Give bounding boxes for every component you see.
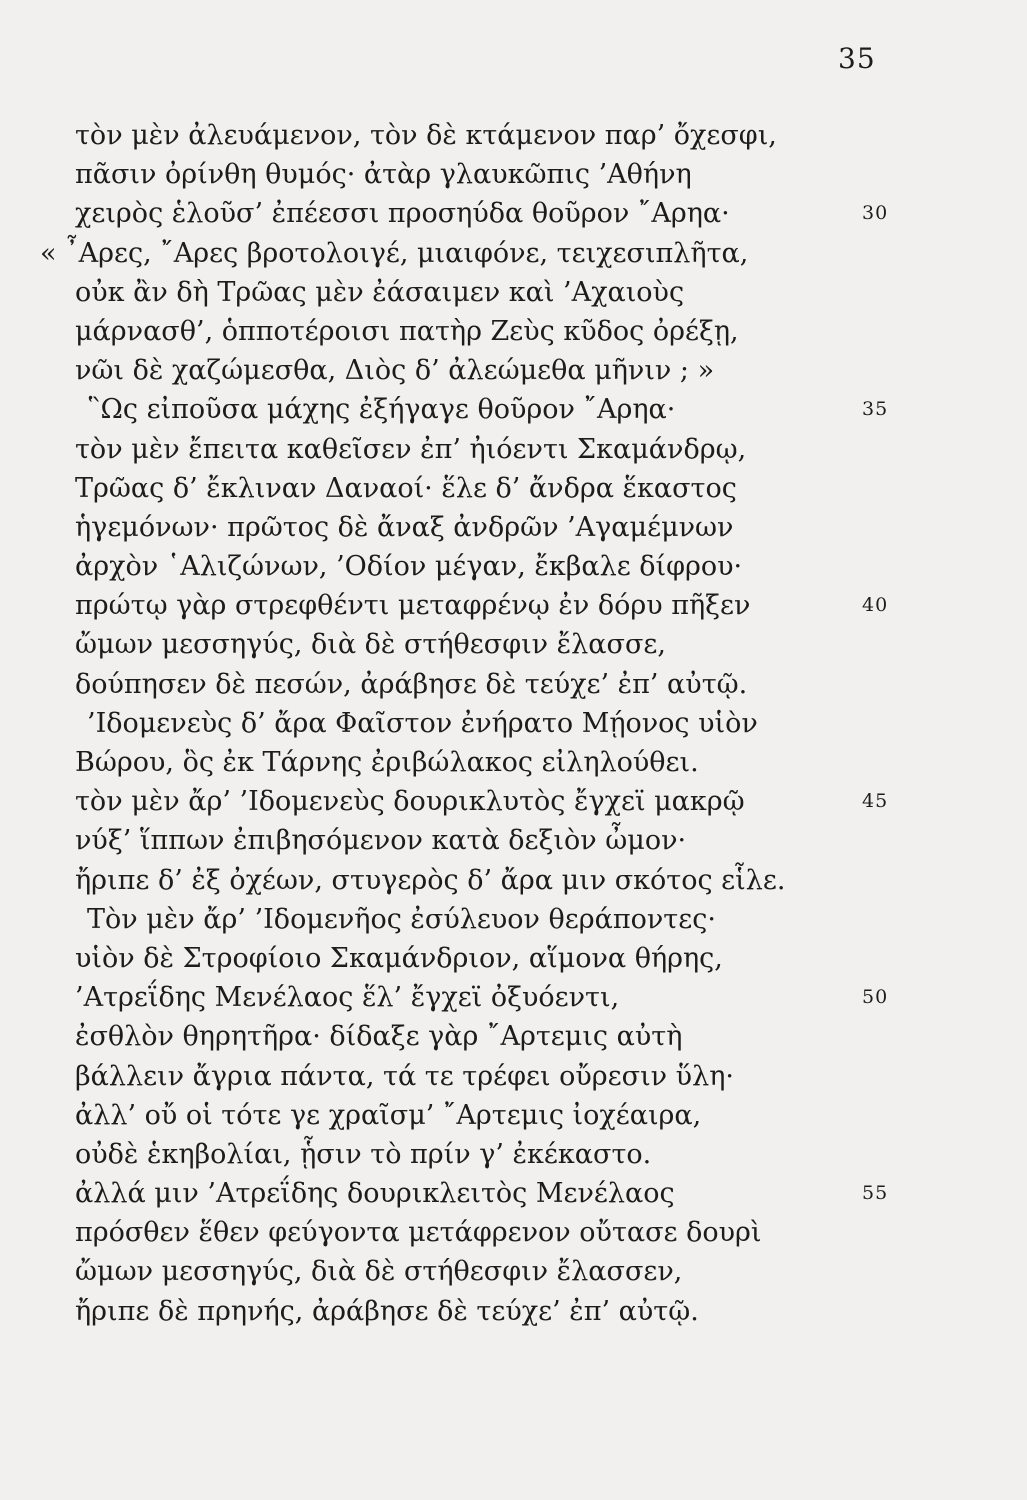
verse-line-text: ἀλλ’ οὔ οἱ τότε γε χραῖσμ’ ῎Αρτεμις ἰοχέαιρα, [75,1099,702,1131]
verse-line [0,1213,1027,1252]
verse-line [0,1017,1027,1056]
verse-line-text: τὸν μὲν ἀλευάμενον, τὸν δὲ κτάμενον παρ’ ὄχεσφι, [75,120,777,151]
line-number: 50 [862,986,889,1009]
verse-line-text: πρώτῳ γὰρ στρεφθέντι μεταφρένῳ ἐν δόρυ πῆξεν [75,590,751,622]
verse-line-text: οὐκ ἂν δὴ Τρῶας μὲν ἐάσαιμεν καὶ ’Αχαιοὺς [75,276,685,308]
verse-line [0,116,1027,155]
verse-line-text: ἡγεμόνων· πρῶτος δὲ ἄναξ ἀνδρῶν ’Αγαμέμνων [75,511,734,543]
verse-line [0,469,1027,508]
verse-line [0,704,1027,743]
verse-line-text: πρόσθεν ἕθεν φεύγοντα μετάφρενον οὔτασε δουρὶ [75,1217,762,1249]
line-number: 45 [862,790,889,813]
verse-line [0,861,1027,900]
verse-line-text: ἤριπε δὲ πρηνής, ἀράβησε δὲ τεύχε’ ἐπ’ αὐτῷ. [75,1295,699,1327]
verse-line [0,312,1027,351]
verse-line [0,743,1027,782]
verse-line [0,782,1027,821]
verse-line-text: ’Ατρεΐδης Μενέλαος ἕλ’ ἔγχεϊ ὀξυόεντι, [75,982,620,1014]
verse-line [0,1057,1027,1096]
verse-line [0,194,1027,233]
verse-line [0,234,1027,273]
verse-line-text: ῝Ως εἰποῦσα μάχης ἐξήγαγε θοῦρον ῎Αρηα· [87,394,676,426]
verse-line-text: « ῏Αρες, ῎Αρες βροτολοιγέ, μιαιφόνε, τειχεσιπλῆτα, [40,237,749,269]
verse-line [0,155,1027,194]
verse-line [0,939,1027,978]
verse-line [0,978,1027,1017]
verse-line [0,586,1027,625]
verse-line-text: νύξ’ ἵππων ἐπιβησόμενον κατὰ δεξιὸν ὦμον· [75,825,687,857]
verse-line [0,390,1027,429]
verse-line [0,1292,1027,1331]
line-number: 40 [862,594,889,617]
verse-line-text: βάλλειν ἄγρια πάντα, τά τε τρέφει οὔρεσιν ὕλη· [75,1060,734,1092]
verse-line-text: Βώρου, ὃς ἐκ Τάρνης ἐριβώλακος εἰληλούθει. [75,747,699,778]
verse-line-text: νῶι δὲ χαζώμεσθα, Διὸς δ’ ἀλεώμεθα μῆνιν ; » [75,355,715,387]
verse-line [0,547,1027,586]
verse-line-text: Τρῶας δ’ ἔκλιναν Δαναοί· ἕλε δ’ ἄνδρα ἕκαστος [75,472,737,504]
verse-line [0,900,1027,939]
verse-line [0,1135,1027,1174]
verse-line-text: υἱὸν δὲ Στροφίοιο Σκαμάνδριον, αἵμονα θήρης, [75,942,723,974]
verse-line-text: πᾶσιν ὀρίνθη θυμός· ἀτὰρ γλαυκῶπις ’Αθήνη [75,159,692,191]
verse-line [0,1096,1027,1135]
verse-line-text: μάρνασθ’, ὁπποτέροισι πατὴρ Ζεὺς κῦδος ὀρέξῃ, [75,315,739,347]
verse-line-text: ἀρχὸν ῾Αλιζώνων, ’Οδίον μέγαν, ἔκβαλε δίφρου· [75,551,743,583]
verse-line-text: χειρὸς ἑλοῦσ’ ἐπέεσσι προσηύδα θοῦρον ῎Αρηα· [75,198,730,230]
verse-line-text: ὤμων μεσσηγύς, διὰ δὲ στήθεσφιν ἔλασσε, [75,629,666,661]
verse-line [0,625,1027,664]
verse-line [0,1174,1027,1213]
verse-line [0,508,1027,547]
verse-line [0,665,1027,704]
verse-line [0,430,1027,469]
page-number: 35 [838,42,876,75]
verse-line-text: ’Ιδομενεὺς δ’ ἄρα Φαῖστον ἐνήρατο Μῄονος υἱὸν [87,707,758,739]
verse-line-text: τὸν μὲν ἄρ’ ’Ιδομενεὺς δουρικλυτὸς ἔγχεϊ μακρῷ [75,786,745,818]
verse-line-text: οὐδὲ ἑκηβολίαι, ᾗσιν τὸ πρίν γ’ ἐκέκαστο. [75,1138,652,1170]
verse-line-text: ἤριπε δ’ ἐξ ὀχέων, στυγερὸς δ’ ἄρα μιν σκότος εἷλε. [75,864,786,896]
verse-line [0,273,1027,312]
verse-line-text: ἀλλά μιν ’Ατρεΐδης δουρικλειτὸς Μενέλαος [75,1178,675,1210]
verse-line-text: δούπησεν δὲ πεσών, ἀράβησε δὲ τεύχε’ ἐπ’ αὐτῷ. [75,668,748,700]
verse-line [0,1252,1027,1291]
line-number: 55 [862,1182,889,1205]
verse-line-text: τὸν μὲν ἔπειτα καθεῖσεν ἐπ’ ἠιόεντι Σκαμάνδρῳ, [75,433,747,465]
verse-text-block [0,116,1027,1331]
verse-line-text: Τὸν μὲν ἄρ’ ’Ιδομενῆος ἐσύλευον θεράποντες· [87,903,716,935]
line-number: 30 [862,202,889,225]
verse-line-text: ἐσθλὸν θηρητῆρα· δίδαξε γὰρ ῎Αρτεμις αὐτὴ [75,1021,683,1053]
verse-line [0,821,1027,860]
verse-line-text: ὤμων μεσσηγύς, διὰ δὲ στήθεσφιν ἔλασσεν, [75,1256,683,1288]
verse-line [0,351,1027,390]
line-number: 35 [862,398,889,421]
